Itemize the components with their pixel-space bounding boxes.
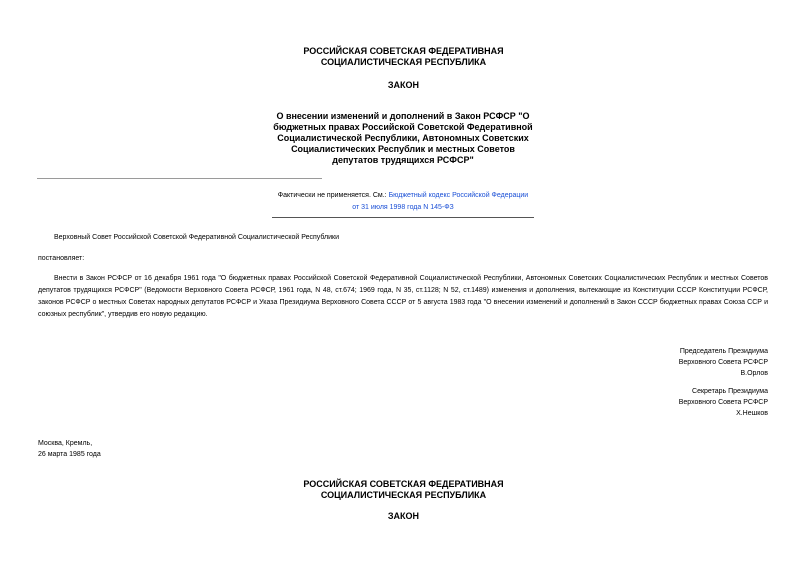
note-divider [272,217,534,218]
subject-line: бюджетных правах Российской Советской Федеративной [273,122,533,132]
footer-line-2: СОЦИАЛИСТИЧЕСКАЯ РЕСПУБЛИКА [320,490,487,500]
place-and-date [38,438,101,460]
place-date: 26 марта 1985 года [38,451,101,458]
subject-line: Социалистической Республики, Автономных Советских [277,133,529,143]
law-label: ЗАКОН [387,80,420,90]
main-paragraph: Внести в Закон РСФСР от 16 декабря 1961 года "О бюджетных правах Российской Советской Федеративной Социалистической Республики, Автономных Советских Социалистических Республик и местных Советов депутатов трудящихся РСФСР" (Ведомости Верховного Совета РСФСР, 1961 года, N 48, ст.674; 1969 года, N 35, ст.1128; N 52, ст.1489) изменения и дополнения, вытекающие из Конституции СССР Конституции РСФСР, законов РСФСР о местных Советах народных депутатов РСФСР и Указа Президиума Верховного Совета СССР от 5 августа 1983 года "О внесении изменений и дополнений в Закон СССР бюджетных правах Союза ССР и союзных республик", утвердив его новую редакцию. [38,275,768,318]
chair-body: Верховного Совета РСФСР [678,359,768,366]
document-header [0,46,807,68]
secretary-name: Х.Нешков [736,410,768,417]
secretary-title: Секретарь Президиума [692,388,768,395]
resolves-text: постановляет: [38,255,85,262]
chair-signature [560,346,768,379]
secretary-body: Верховного Совета РСФСР [678,399,768,406]
second-header [0,479,807,501]
chair-name: В.Орлов [740,370,768,377]
place-city: Москва, Кремль, [38,440,93,447]
secretary-signature [560,386,768,419]
divider [37,178,322,179]
second-law-label: ЗАКОН [387,511,420,521]
header-line-1: РОССИЙСКАЯ СОВЕТСКАЯ ФЕДЕРАТИВНАЯ [303,46,504,56]
header-line-2: СОЦИАЛИСТИЧЕСКАЯ РЕСПУБЛИКА [320,57,487,67]
subject-line: О внесении изменений и дополнений в Закон РСФСР "О [276,111,530,121]
footer-line-1: РОССИЙСКАЯ СОВЕТСКАЯ ФЕДЕРАТИВНАЯ [303,479,504,489]
subject-line: Социалистических Республик и местных Советов [291,144,515,154]
status-note [263,190,543,214]
note-prefix: Фактически не применяется. См.: [277,192,389,199]
issuer-text: Верховный Совет Российской Советской Федеративной Социалистической Республики [54,234,339,241]
law-subject [263,111,543,166]
budget-code-link-date[interactable]: от 31 июля 1998 года N 145-ФЗ [352,204,454,211]
budget-code-link[interactable]: Бюджетный кодекс Российской Федерации [388,192,529,199]
chair-title: Председатель Президиума [679,348,768,355]
subject-line: депутатов трудящихся РСФСР" [332,155,474,165]
